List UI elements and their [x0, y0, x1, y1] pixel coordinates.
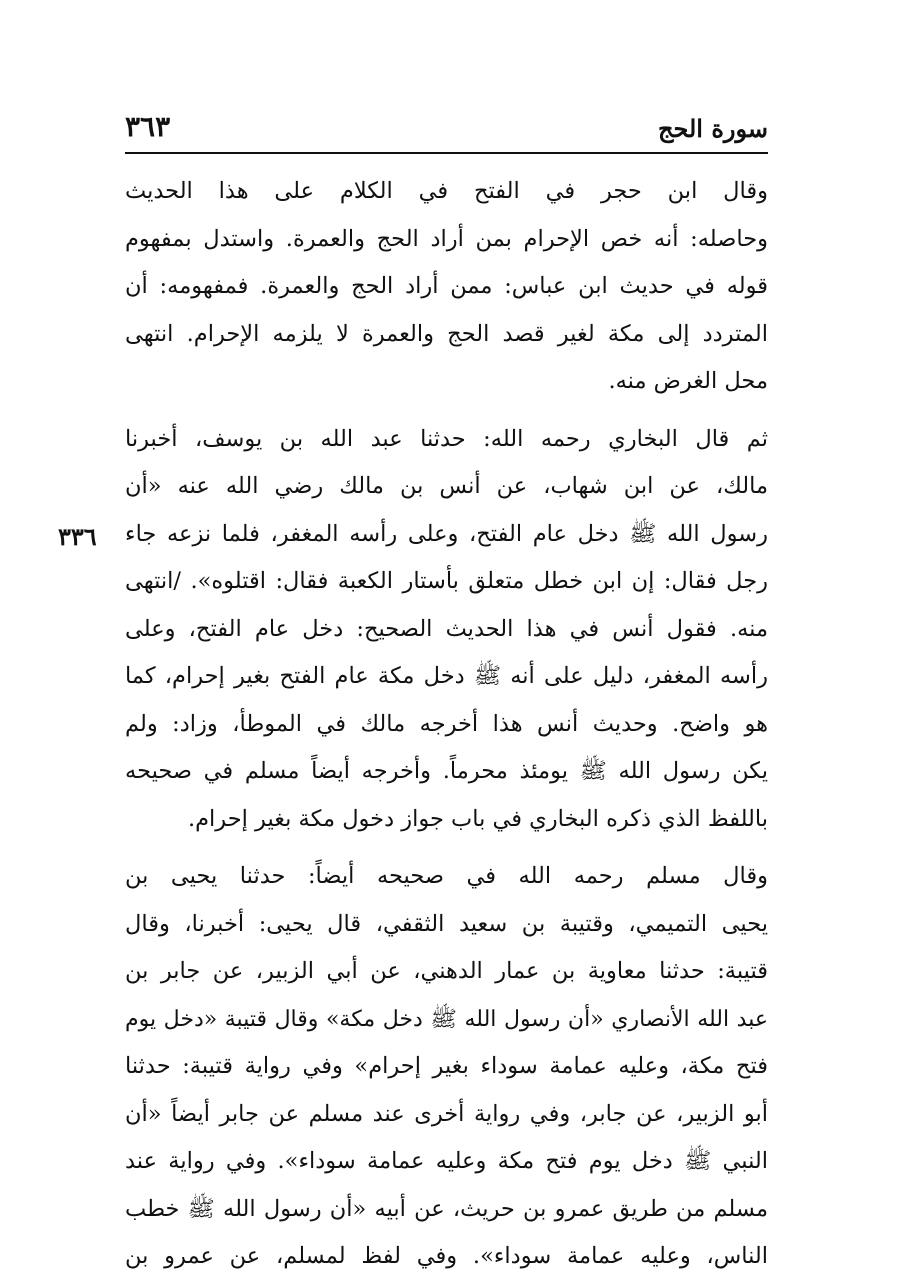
page-header: [125, 108, 768, 152]
text-line: محل الغرض منه.: [608, 368, 768, 394]
text-line: قتيبة: حدثنا معاوية بن عمار الدهني، عن أبي الزبير، عن جابر بن: [125, 958, 768, 984]
text-line: هو واضح. وحديث أنس هذا أخرجه مالك في الموطأ، وزاد: ولم: [125, 710, 768, 737]
text-line: باللفظ الذي ذكره البخاري في باب جواز دخول مكة بغير إحرام.: [187, 805, 768, 832]
text-line: قوله في حديث ابن عباس: ممن أراد الحج والعمرة. فمفهومه: أن: [125, 273, 768, 299]
text-line: رأسه المغفر، دليل على أنه ﷺ دخل مكة عام الفتح بغير إحرام، كما: [125, 663, 768, 689]
paragraph-ibn-hajar: [125, 168, 768, 406]
text-line: المتردد إلى مكة لغير قصد الحج والعمرة لا يلزمه الإحرام. انتهى: [125, 320, 768, 347]
body-text: [125, 168, 768, 1281]
text-line: ثم قال البخاري رحمه الله: حدثنا عبد الله بن يوسف، أخبرنا: [125, 425, 768, 452]
text-line: النبي ﷺ دخل يوم فتح مكة وعليه عمامة سوداء». وفي رواية عند: [125, 1148, 768, 1174]
text-line: الناس، وعليه عمامة سوداء». وفي لفظ لمسلم، عن عمرو بن: [125, 1243, 768, 1269]
text-line: يحيى التميمي، وقتيبة بن سعيد الثقفي، قال يحيى: أخبرنا، وقال: [125, 910, 768, 937]
text-line: يكن رسول الله ﷺ يومئذ محرماً. وأخرجه أيضاً مسلم في صحيحه: [125, 758, 768, 784]
text-line: مالك، عن ابن شهاب، عن أنس بن مالك رضي الله عنه «أن: [125, 473, 768, 499]
text-line: مسلم من طريق عمرو بن حريث، عن أبيه «أن رسول الله ﷺ خطب: [125, 1195, 768, 1222]
text-line: وقال ابن حجر في الفتح في الكلام على هذا الحديث: [125, 178, 768, 204]
page-number: ٣٦٣: [125, 110, 171, 143]
text-line: فتح مكة، وعليه عمامة سوداء بغير إحرام» وفي رواية قتيبة: حدثنا: [125, 1053, 768, 1079]
paragraph-muslim: [125, 853, 768, 1281]
paragraph-bukhari: [125, 416, 768, 844]
surah-title: سورة الحج: [658, 114, 768, 143]
header-divider: [125, 152, 768, 154]
text-line: رسول الله ﷺ دخل عام الفتح، وعلى رأسه المغفر، فلما نزعه جاء: [125, 520, 768, 547]
margin-page-reference: ٣٣٦: [58, 522, 97, 551]
text-line: عبد الله الأنصاري «أن رسول الله ﷺ دخل مكة» وقال قتيبة «دخل يوم: [125, 1006, 768, 1032]
text-line: وقال مسلم رحمه الله في صحيحه أيضاً: حدثنا يحيى بن: [125, 863, 768, 889]
text-line: رجل فقال: إن ابن خطل متعلق بأستار الكعبة فقال: اقتلوه». /انتهى: [125, 568, 768, 594]
text-line: أبو الزبير، عن جابر، وفي رواية أخرى عند مسلم عن جابر أيضاً «أن: [125, 1100, 768, 1127]
text-line: وحاصله: أنه خص الإحرام بمن أراد الحج والعمرة. واستدل بمفهوم: [125, 225, 768, 252]
text-line: منه. فقول أنس في هذا الحديث الصحيح: دخل عام الفتح، وعلى: [125, 615, 768, 642]
